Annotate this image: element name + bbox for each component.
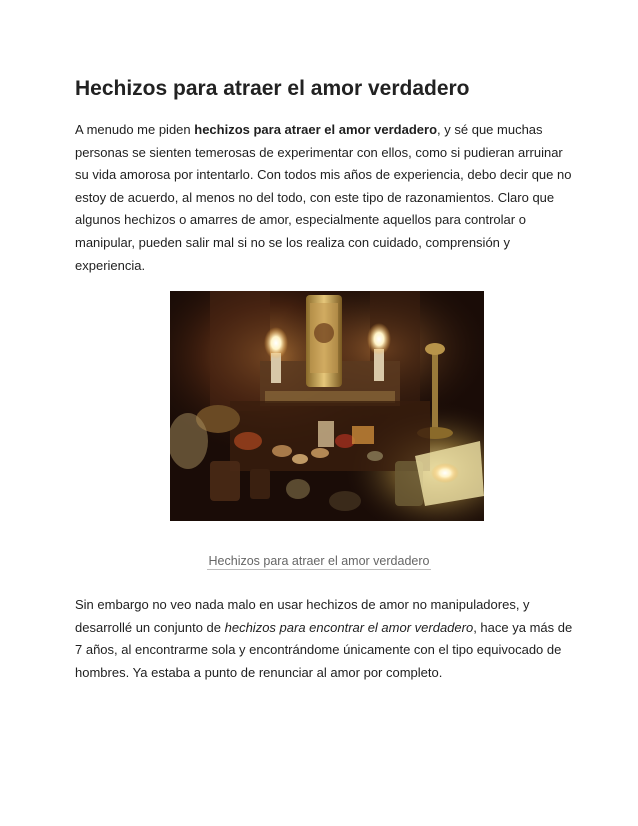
intro-text-end: , y sé que muchas personas se sienten temerosas de experimentar con ellos, como si pudieran arruinar su vida amorosa por intentarlo. Con todos mis años de experiencia, debo decir que no estoy de acuerdo, al menos no del todo, con este tipo de razonamientos. Claro que algunos hechizos o amarres de amor, especialmente aquellos para controlar o manipular, pueden salir mal si no se los realiza con cuidado, comprensión y experiencia. [75, 122, 572, 273]
second-paragraph [75, 594, 575, 684]
intro-text-start: A menudo me piden [75, 122, 195, 137]
second-text-end: , hace ya más de 7 años, al encontrarme sola y encontrándome únicamente con el tipo equivocado de hombres. Ya estaba a punto de renunciar al amor por completo. [75, 619, 573, 680]
candle-altar-photo [170, 291, 484, 521]
image-caption-text: Hechizos para atraer el amor verdadero [208, 554, 430, 568]
second-italic-phrase: hechizos para encontrar el amor verdadero [224, 619, 474, 635]
image-caption [0, 552, 638, 570]
intro-bold-phrase: hechizos para atraer el amor verdadero [194, 122, 438, 137]
second-text-start: Sin embargo no veo nada malo en usar hechizos de amor no manipuladores, y desarrollé un conjunto de [75, 597, 530, 635]
article-title: Hechizos para atraer el amor verdadero [75, 77, 470, 100]
intro-paragraph [75, 119, 575, 277]
